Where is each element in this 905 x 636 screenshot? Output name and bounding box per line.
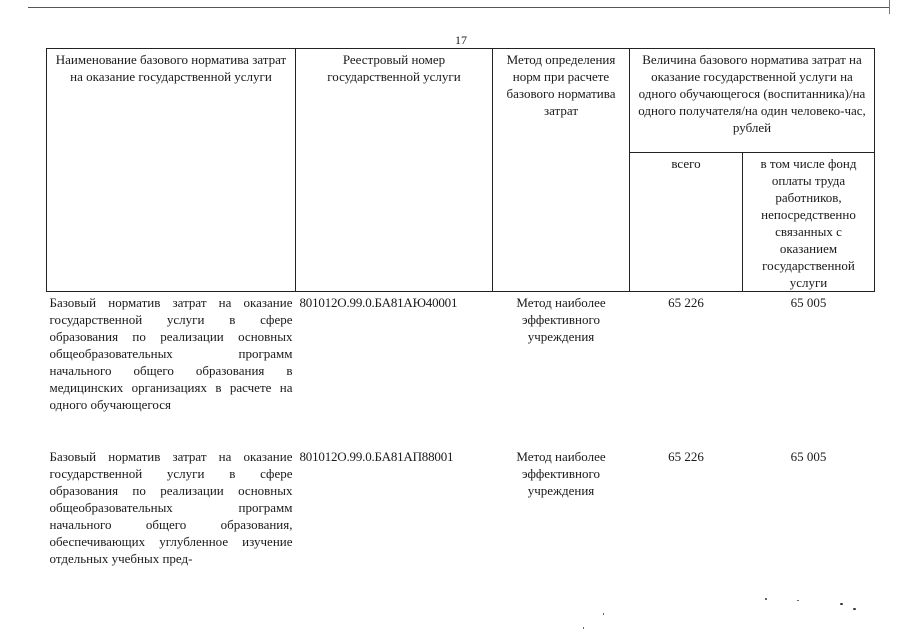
corner-mark xyxy=(889,0,890,14)
row-method: Метод наиболее эффективного учреждения xyxy=(516,449,606,498)
scan-speck xyxy=(853,608,856,610)
header-method: Метод определения норм при расчете базового норматива затрат xyxy=(493,49,630,292)
row-registry-number: 801012О.99.0.БА81АП88001 xyxy=(299,449,454,464)
row-payroll: 65 005 xyxy=(790,449,827,464)
row-payroll: 65 005 xyxy=(743,292,875,447)
row-total: 65 226 xyxy=(668,449,704,464)
page-number: 17 xyxy=(455,33,467,47)
normative-costs-table xyxy=(46,48,875,590)
header-payroll: в том числе фонд оплаты труда работников, непосредственно связанных с оказанием государственной услуги xyxy=(743,153,875,292)
table-row xyxy=(47,446,875,590)
row-method: Метод наиболее эффективного учреждения xyxy=(493,292,630,447)
scan-speck xyxy=(840,603,843,605)
header-name: Наименование базового норматива затрат на оказание государственной услуги xyxy=(47,49,296,292)
scan-speck xyxy=(797,600,799,601)
header-registry-number: Реестровый номер государственной услуги xyxy=(296,49,493,292)
row-total: 65 226 xyxy=(630,292,743,447)
header-value: Величина базового норматива затрат на оказание государственной услуги на одного обучающегося (воспитанника)/на одного получателя/на один человеко-час, рублей xyxy=(630,49,875,153)
header-total: всего xyxy=(630,153,743,292)
scan-speck xyxy=(603,613,604,615)
row-registry-number: 801012О.99.0.БА81АЮ40001 xyxy=(296,292,493,447)
header-row-1 xyxy=(47,49,875,153)
top-border-line xyxy=(28,7,890,8)
row-name: Базовый норматив затрат на оказание государственной услуги в сфере образования по реализации основных общеобразовательных программ начального общего образования в медицинских организациях в расчете на одного обучающегося xyxy=(47,292,296,447)
row-name: Базовый норматив затрат на оказание государственной услуги в сфере образования по реализации основных общеобразовательных программ начального общего образования, обеспечивающих углубленное изучение отдельных учебных пред- xyxy=(49,449,293,566)
table-row xyxy=(47,292,875,447)
scan-speck xyxy=(765,598,767,600)
scan-speck xyxy=(583,627,584,629)
